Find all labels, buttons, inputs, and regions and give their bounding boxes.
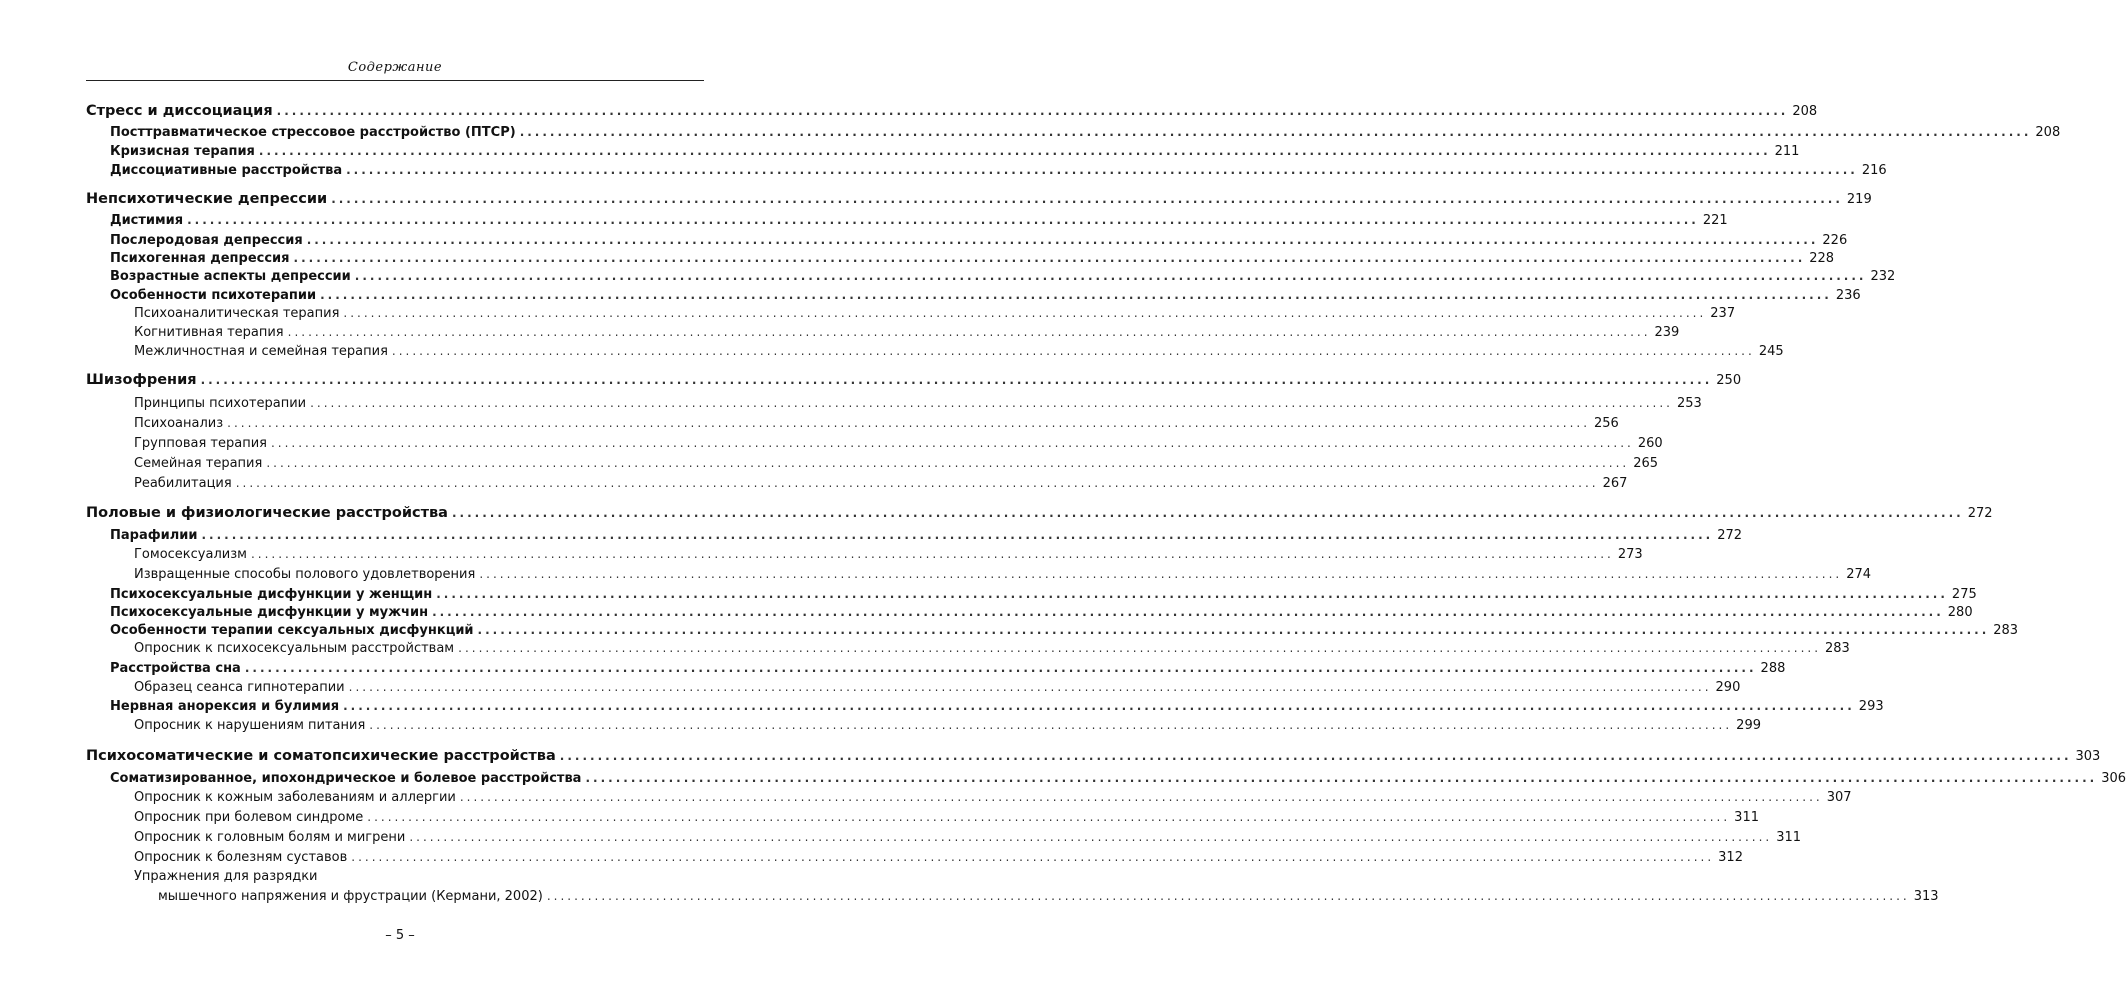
leader-dots: ........................................................................................................................................................................................................ xyxy=(354,269,1867,283)
toc-entry-somatized[interactable] xyxy=(110,768,2126,788)
leader-dots: ........................................................................................................................................................................................................ xyxy=(367,810,1731,824)
toc-entry-title: Реабилитация xyxy=(134,476,232,491)
leader-dots: ........................................................................................................................................................................................................ xyxy=(559,749,2072,763)
toc-entry-page: 290 xyxy=(1715,680,1741,695)
toc-entry-dysthymia[interactable] xyxy=(110,210,1728,230)
toc-entry-exercises-line2[interactable] xyxy=(158,886,1939,906)
running-header-title: Содержание xyxy=(347,60,443,75)
leader-dots: ........................................................................................................................................................................................................ xyxy=(369,718,1733,732)
toc-entry-depression[interactable] xyxy=(86,189,1872,209)
toc-entry-psychoanalysis[interactable] xyxy=(134,413,1619,433)
toc-entry-title: Нервная анорексия и булимия xyxy=(110,699,340,714)
leader-dots: ........................................................................................................................................................................................................ xyxy=(432,605,1944,619)
leader-dots: ........................................................................................................................................................................................................ xyxy=(200,373,1713,387)
toc-entry-page: 306 xyxy=(2101,771,2126,786)
toc-entry-schizophrenia[interactable] xyxy=(86,370,1742,390)
toc-entry-psychoanalytic[interactable] xyxy=(134,303,1736,323)
toc-entry-page: 232 xyxy=(1870,269,1896,284)
toc-entry-title: Опросник к нарушениям питания xyxy=(134,718,366,733)
toc-entry-page: 239 xyxy=(1654,325,1680,340)
toc-entry-age-aspects[interactable] xyxy=(110,266,1896,286)
toc-entry-title: Особенности психотерапии xyxy=(110,288,317,303)
leader-dots: ........................................................................................................................................................................................................ xyxy=(479,567,1843,581)
toc-entry-anorexia-bulimia[interactable] xyxy=(110,696,1884,716)
leader-dots: ........................................................................................................................................................................................................ xyxy=(459,790,1823,804)
toc-entry-page: 250 xyxy=(1716,373,1742,388)
toc-entry-page: 216 xyxy=(1861,163,1887,178)
toc-entry-title: Дистимия xyxy=(110,213,184,228)
leader-dots: ........................................................................................................................................................................................................ xyxy=(287,325,1651,339)
toc-entry-page: 245 xyxy=(1758,344,1784,359)
toc-entry-page: 228 xyxy=(1809,251,1835,266)
toc-entry-page: 260 xyxy=(1637,436,1663,451)
toc-entry-group-therapy[interactable] xyxy=(134,433,1663,453)
toc-entry-page: 307 xyxy=(1826,790,1852,805)
toc-entry-title: Послеродовая депрессия xyxy=(110,233,303,248)
toc-entry-page: 208 xyxy=(1792,104,1818,119)
leader-dots: ........................................................................................................................................................................................................ xyxy=(458,641,1822,655)
toc-entry-page: 267 xyxy=(1602,476,1628,491)
toc-entry-women-dysfunctions[interactable] xyxy=(110,584,1977,604)
leader-dots: ........................................................................................................................................................................................................ xyxy=(343,699,1855,713)
toc-entry-page: 272 xyxy=(1717,528,1743,543)
toc-entry-page: 313 xyxy=(1913,889,1939,904)
toc-entry-title: Кризисная терапия xyxy=(110,144,255,159)
leader-dots: ........................................................................................................................................................................................................ xyxy=(270,436,1634,450)
toc-entry-title: Извращенные способы полового удовлетворения xyxy=(134,567,476,582)
toc-entry-sexual-disorders[interactable] xyxy=(86,503,1993,523)
toc-entry-title: Психогенная депрессия xyxy=(110,251,290,266)
toc-entry-paraphilias[interactable] xyxy=(110,525,1743,545)
page-number: – 5 – xyxy=(385,928,415,943)
toc-entry-title: Семейная терапия xyxy=(134,456,263,471)
toc-entry-page: 265 xyxy=(1633,456,1659,471)
toc-entry-title: Особенности терапии сексуальных дисфункций xyxy=(110,623,474,638)
toc-entry-psychosomatic[interactable] xyxy=(86,746,2101,766)
leader-dots: ........................................................................................................................................................................................................ xyxy=(276,104,1789,118)
toc-entry-exercises-line1[interactable]: Упражнения для разрядки xyxy=(134,869,318,884)
toc-entry-title: Расстройства сна xyxy=(110,661,241,676)
leader-dots: ........................................................................................................................................................................................................ xyxy=(346,163,1858,177)
leader-dots: ........................................................................................................................................................................................................ xyxy=(187,213,1699,227)
leader-dots: ........................................................................................................................................................................................................ xyxy=(235,476,1599,490)
leader-dots: ........................................................................................................................................................................................................ xyxy=(266,456,1630,470)
toc-entry-page: 273 xyxy=(1617,547,1643,562)
leader-dots: ........................................................................................................................................................................................................ xyxy=(451,506,1964,520)
leader-dots: ........................................................................................................................................................................................................ xyxy=(201,528,1714,542)
leader-dots: ........................................................................................................................................................................................................ xyxy=(348,680,1712,694)
toc-entry-page: 253 xyxy=(1677,396,1702,411)
toc-entry-title: Парафилии xyxy=(110,528,198,543)
leader-dots: ........................................................................................................................................................................................................ xyxy=(250,547,1614,561)
toc-entry-rehabilitation[interactable] xyxy=(134,473,1628,493)
toc-entry-pain-questionnaire[interactable] xyxy=(134,807,1759,827)
leader-dots: ........................................................................................................................................................................................................ xyxy=(436,587,1948,601)
toc-entry-page: 237 xyxy=(1710,306,1736,321)
leader-dots: ........................................................................................................................................................................................................ xyxy=(310,396,1673,410)
toc-entry-psychogenic[interactable] xyxy=(110,248,1835,268)
toc-entry-page: 272 xyxy=(1967,506,1993,521)
toc-entry-title: Принципы психотерапии xyxy=(134,396,307,411)
toc-entry-title: Групповая терапия xyxy=(134,436,267,451)
leader-dots: ........................................................................................................................................................................................................ xyxy=(258,144,1771,158)
leader-dots: ........................................................................................................................................................................................................ xyxy=(227,416,1591,430)
toc-entry-headache-questionnaire[interactable] xyxy=(134,827,1802,847)
toc-entry-interpersonal-family[interactable] xyxy=(134,341,1784,361)
toc-entry-crisis[interactable] xyxy=(110,141,1800,161)
toc-entry-page: 288 xyxy=(1760,661,1786,676)
toc-entry-title: Опросник к болезням суставов xyxy=(134,850,348,865)
toc-entry-page: 311 xyxy=(1776,830,1802,845)
leader-dots: ........................................................................................................................................................................................................ xyxy=(391,344,1755,358)
toc-entry-family-therapy[interactable] xyxy=(134,453,1659,473)
toc-entry-sleep-disorders[interactable] xyxy=(110,658,1786,678)
toc-entry-title: Опросник к головным болям и мигрени xyxy=(134,830,406,845)
toc-entry-page: 275 xyxy=(1951,587,1977,602)
leader-dots: ........................................................................................................................................................................................................ xyxy=(320,288,1832,302)
toc-entry-cognitive[interactable] xyxy=(134,322,1680,342)
toc-entry-title: Психосексуальные дисфункции у женщин xyxy=(110,587,433,602)
leader-dots: ........................................................................................................................................................................................................ xyxy=(306,233,1819,247)
toc-entry-title: Соматизированное, ипохондрическое и болевое расстройства xyxy=(110,771,582,786)
toc-entry-page: 226 xyxy=(1822,233,1848,248)
toc-entry-title: Образец сеанса гипнотерапии xyxy=(134,680,345,695)
leader-dots: ........................................................................................................................................................................................................ xyxy=(519,125,2032,139)
toc-entry-postpartum[interactable] xyxy=(110,230,1848,250)
toc-entry-title: Непсихотические депрессии xyxy=(86,191,328,207)
toc-entry-page: 211 xyxy=(1774,144,1800,159)
toc-entry-title: Опросник к кожным заболеваниям и аллергии xyxy=(134,790,456,805)
toc-entry-homosexuality[interactable] xyxy=(134,544,1643,564)
toc-entry-page: 303 xyxy=(2075,749,2101,764)
toc-entry-title: Половые и физиологические расстройства xyxy=(86,505,448,521)
toc-entry-page: 312 xyxy=(1718,850,1743,865)
toc-entry-page: 283 xyxy=(1993,623,2019,638)
toc-entry-page: 311 xyxy=(1734,810,1759,825)
toc-entry-sexual-therapy[interactable] xyxy=(110,620,2019,640)
toc-entry-title: Возрастные аспекты депрессии xyxy=(110,269,351,284)
toc-entry-title: Межличностная и семейная терапия xyxy=(134,344,388,359)
toc-entry-page: 293 xyxy=(1858,699,1884,714)
header-rule xyxy=(86,80,704,81)
toc-entry-title: Диссоциативные расстройства xyxy=(110,163,343,178)
toc-entry-page: 256 xyxy=(1594,416,1619,431)
toc-entry-title: Опросник при болевом синдроме xyxy=(134,810,364,825)
toc-entry-title: мышечного напряжения и фрустрации (Кермани, 2002) xyxy=(158,889,543,904)
toc-entry-page: 283 xyxy=(1825,641,1850,656)
leader-dots: ........................................................................................................................................................................................................ xyxy=(244,661,1757,675)
leader-dots: ........................................................................................................................................................................................................ xyxy=(477,623,1990,637)
toc-entry-title: Психоаналитическая терапия xyxy=(134,306,340,321)
toc-entry-title: Стресс и диссоциация xyxy=(86,103,273,119)
toc-entry-title: Посттравматическое стрессовое расстройство (ПТСР) xyxy=(110,125,516,140)
toc-entry-perverted-ways[interactable] xyxy=(134,564,1872,584)
leader-dots: ........................................................................................................................................................................................................ xyxy=(351,850,1715,864)
toc-entry-hypnotherapy-sample[interactable] xyxy=(134,677,1741,697)
toc-entry-title: Шизофрения xyxy=(86,372,197,388)
toc-entry-page: 299 xyxy=(1736,718,1761,733)
leader-dots: ........................................................................................................................................................................................................ xyxy=(343,306,1707,320)
toc-entry-men-dysfunctions[interactable] xyxy=(110,602,1973,622)
toc-entry-principles[interactable] xyxy=(134,393,1702,413)
toc-entry-joints-questionnaire[interactable] xyxy=(134,847,1743,867)
toc-entry-title: Опросник к психосексуальным расстройствам xyxy=(134,641,455,656)
toc-entry-skin-questionnaire[interactable] xyxy=(134,787,1852,807)
leader-dots: ........................................................................................................................................................................................................ xyxy=(585,771,2098,785)
toc-entry-eating-questionnaire[interactable] xyxy=(134,715,1761,735)
toc-entry-psychosexual-questionnaire[interactable] xyxy=(134,638,1850,658)
toc-entry-page: 236 xyxy=(1835,288,1861,303)
toc-entry-title: Психосексуальные дисфункции у мужчин xyxy=(110,605,429,620)
toc-entry-stress[interactable] xyxy=(86,101,1818,121)
leader-dots: ........................................................................................................................................................................................................ xyxy=(546,889,1910,903)
toc-entry-page: 219 xyxy=(1846,192,1872,207)
toc-entry-title: Когнитивная терапия xyxy=(134,325,284,340)
toc-entry-page: 208 xyxy=(2035,125,2061,140)
toc-entry-page: 274 xyxy=(1846,567,1872,582)
toc-entry-title: Психоанализ xyxy=(134,416,224,431)
toc-entry-psychotherapy-features[interactable] xyxy=(110,285,1861,305)
toc-entry-ptsd[interactable] xyxy=(110,122,2061,142)
toc-entry-title: Гомосексуализм xyxy=(134,547,247,562)
toc-entry-page: 280 xyxy=(1947,605,1973,620)
toc-entry-dissociative[interactable] xyxy=(110,160,1887,180)
leader-dots: ........................................................................................................................................................................................................ xyxy=(331,192,1843,206)
toc-entry-title: Психосоматические и соматопсихические расстройства xyxy=(86,748,556,764)
leader-dots: ........................................................................................................................................................................................................ xyxy=(409,830,1773,844)
toc-entry-page: 221 xyxy=(1702,213,1728,228)
leader-dots: ........................................................................................................................................................................................................ xyxy=(293,251,1806,265)
